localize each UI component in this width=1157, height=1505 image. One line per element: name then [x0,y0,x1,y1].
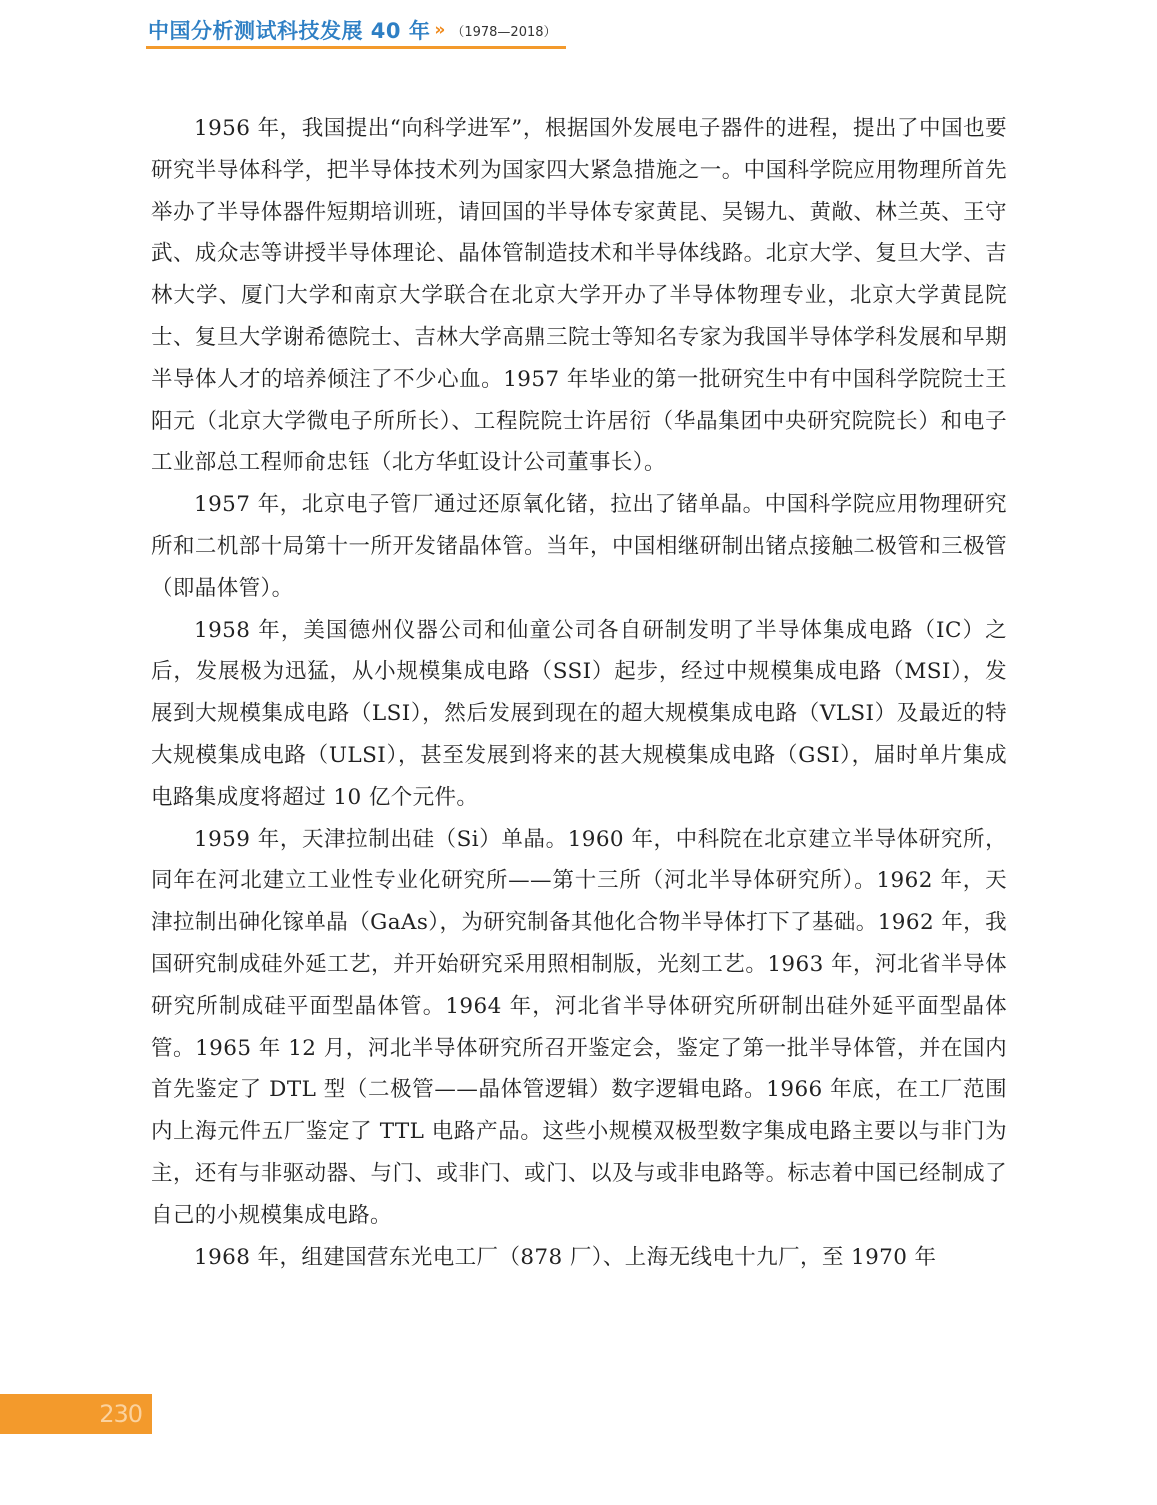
paragraph: 1956 年，我国提出“向科学进军”，根据国外发展电子器件的进程，提出了中国也要研究半导体科学，把半导体技术列为国家四大紧急措施之一。中国科学院应用物理所首先举办了半导体器件短期培训班，请回国的半导体专家黄昆、吴锡九、黄敞、林兰英、王守武、成众志等讲授半导体理论、晶体管制造技术和半导体线路。北京大学、复旦大学、吉林大学、厦门大学和南京大学联合在北京大学开办了半导体物理专业，北京大学黄昆院士、复旦大学谢希德院士、吉林大学高鼎三院士等知名专家为我国半导体学科发展和早期半导体人才的培养倾注了不少心血。1957 年毕业的第一批研究生中有中国科学院院士王阳元（北京大学微电子所所长）、工程院院士许居衍（华晶集团中央研究院院长）和电子工业部总工程师俞忠钰（北方华虹设计公司董事长）。 [151,116,1007,476]
year-range: （1978—2018） [451,24,557,40]
header-divider [146,46,566,49]
paragraph: 1968 年，组建国营东光电工厂（878 厂）、上海无线电十九厂，至 1970 年 [194,1244,937,1270]
page-number: 230 [99,1400,142,1428]
paragraph: 1957 年，北京电子管厂通过还原氧化锗，拉出了锗单晶。中国科学院应用物理研究所和二机部十局第十一所开发锗晶体管。当年，中国相继研制出锗点接触二极管和三极管（即晶体管）。 [151,492,1007,601]
double-chevron-icon: » [434,20,446,40]
paragraph: 1959 年，天津拉制出硅（Si）单晶。1960 年，中科院在北京建立半导体研究所，同年在河北建立工业性专业化研究所——第十三所（河北半导体研究所）。1962 年，天津拉制出砷化镓单晶（GaAs），为研究制备其他化合物半导体打下了基础。1962 年，我国研究制成硅外延工艺，并开始研究采用照相制版，光刻工艺。1963 年，河北省半导体研究所制成硅平面型晶体管。1964 年，河北省半导体研究所研制出硅外延平面型晶体管。1965 年 12 月，河北半导体研究所召开鉴定会，鉴定了第一批半导体管，并在国内首先鉴定了 DTL 型（二极管——晶体管逻辑）数字逻辑电路。1966 年底，在工厂范围内上海元件五厂鉴定了 TTL 电路产品。这些小规模双极型数字集成电路主要以与非门为主，还有与非驱动器、与门、或非门、或门、以及与或非电路等。标志着中国已经制成了自己的小规模集成电路。 [151,826,1007,1228]
running-header [148,14,557,46]
book-title: 中国分析测试科技发展 40 年 [148,19,431,43]
article-body [151,108,1007,1278]
page-number-tab [0,1394,152,1434]
paragraph: 1958 年，美国德州仪器公司和仙童公司各自研制发明了半导体集成电路（IC）之后，发展极为迅猛，从小规模集成电路（SSI）起步，经过中规模集成电路（MSI），发展到大规模集成电路（LSI），然后发展到现在的超大规模集成电路（VLSI）及最近的特大规模集成电路（ULSI），甚至发展到将来的甚大规模集成电路（GSI），届时单片集成电路集成度将超过 10 亿个元件。 [151,617,1007,810]
